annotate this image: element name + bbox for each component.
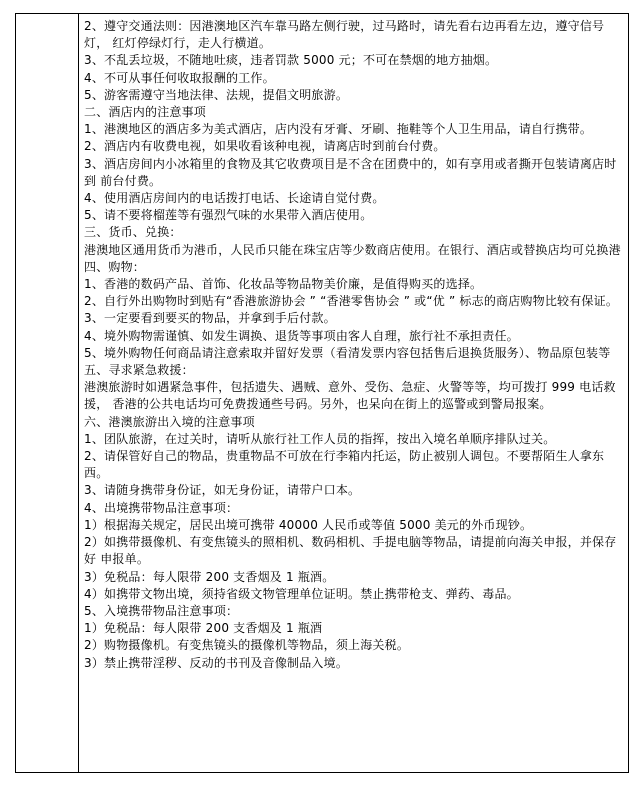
text-line: 2）购物摄像机。有变焦镜头的摄像机等物品，须上海关税。: [84, 638, 410, 653]
text-line: 1、团队旅游，在过关时，请听从旅行社工作人员的指挥，按出入境名单顺序排队过关。: [84, 431, 556, 446]
text-line: 1）免税品：每人限带 200 支香烟及 1 瓶酒: [84, 621, 323, 636]
text-line: 港澳地区通用货币为港币，人民币只能在珠宝店等少数商店使用。在银行、酒店或替换店均可兑换港: [84, 242, 621, 257]
text-line: 1、港澳地区的酒店多为美式酒店，店内没有牙膏、牙刷、拖鞋等个人卫生用品，请自行携带。: [84, 122, 593, 137]
text-line: 3、一定要看到要买的物品，并拿到手后付款。: [84, 311, 336, 326]
text-line: 4、出境携带物品注意事项：: [84, 500, 239, 515]
text-line: 四、购物：: [84, 259, 146, 274]
text-line: 4）如携带文物出境，须持省级文物管理单位证明。禁止携带枪支、弹药、毒品。: [84, 586, 519, 601]
text-line: 3）免税品：每人限带 200 支香烟及 1 瓶酒。: [84, 569, 335, 584]
text-line: 2、酒店内有收费电视，如果收看该种电视，请离店时到前台付费。: [84, 139, 446, 154]
text-line: 1）根据海关规定，居民出境可携带 40000 人民币或等值 5000 美元的外币现钞。: [84, 517, 533, 532]
text-line: 4、使用酒店房间内的电话拨打电话、长途请自觉付费。: [84, 191, 385, 206]
text-line: 3、不乱丢垃圾，不随地吐痰，违者罚款 5000 元；不可在禁烟的地方抽烟。: [84, 53, 498, 68]
text-line: 港澳旅游时如遇紧急事件，包括遗失、遇贼、意外、受伤、急症、火警等等，均可拨打 999 电话救援， 香港的公共电话均可免费拨通些号码。另外，也呆向在街上的巡警或到警局报案。: [84, 380, 616, 412]
text-line: 2）如携带摄像机、有变焦镜头的照相机、数码相机、手提电脑等物品，请提前向海关申报，并保存好 申报单。: [84, 535, 617, 567]
text-line: 3、请随身携带身份证，如无身份证，请带户口本。: [84, 483, 361, 498]
text-line: 5、入境携带物品注意事项：: [84, 603, 239, 618]
text-line: 2、遵守交通法则：因港澳地区汽车靠马路左侧行驶，过马路时，请先看右边再看左边，遵守信号灯， 红灯停绿灯行，走人行横道。: [84, 19, 605, 51]
text-line: 4、不可从事任何收取报酬的工作。: [84, 70, 275, 85]
text-line: 三、货币、兑换：: [84, 225, 182, 240]
text-line: 5、游客需遵守当地法律、法规，提倡文明旅游。: [84, 87, 349, 102]
document-table: [15, 13, 629, 773]
text-line: 3）禁止携带淫秽、反动的书刊及音像制品入境。: [84, 655, 349, 670]
text-line: 五、寻求紧急救援：: [84, 363, 194, 378]
text-line: 5、请不要将榴莲等有强烈气味的水果带入酒店使用。: [84, 208, 373, 223]
text-line: 2、自行外出购物时到贴有“香港旅游协会 ” “香港零售协会 ” 或“优 ” 标志的商店购物比较有保证。: [84, 294, 619, 309]
text-line: 1、香港的数码产品、首饰、化妆品等物品物美价廉，是值得购买的选择。: [84, 277, 483, 292]
text-line: 3、酒店房间内小冰箱里的食物及其它收费项目是不含在团费中的，如有享用或者撕开包装请离店时到 前台付费。: [84, 156, 617, 188]
text-line: 2、请保管好自己的物品，贵重物品不可放在行李箱内托运，防止被别人调包。不要帮陌生人拿东西。: [84, 449, 605, 481]
text-line: 二、酒店内的注意事项: [84, 105, 207, 120]
text-line: 4、境外购物需谨慎、如发生调换、退货等事项由客人自理，旅行社不承担责任。: [84, 328, 519, 343]
text-line: 六、港澳旅游出入境的注意事项: [84, 414, 255, 429]
table-left-column: [16, 14, 79, 772]
text-line: 5、境外购物任何商品请注意索取并留好发票（看清发票内容包括售后退换货服务）、物品原包装等: [84, 345, 611, 360]
table-content-cell: [80, 14, 628, 772]
